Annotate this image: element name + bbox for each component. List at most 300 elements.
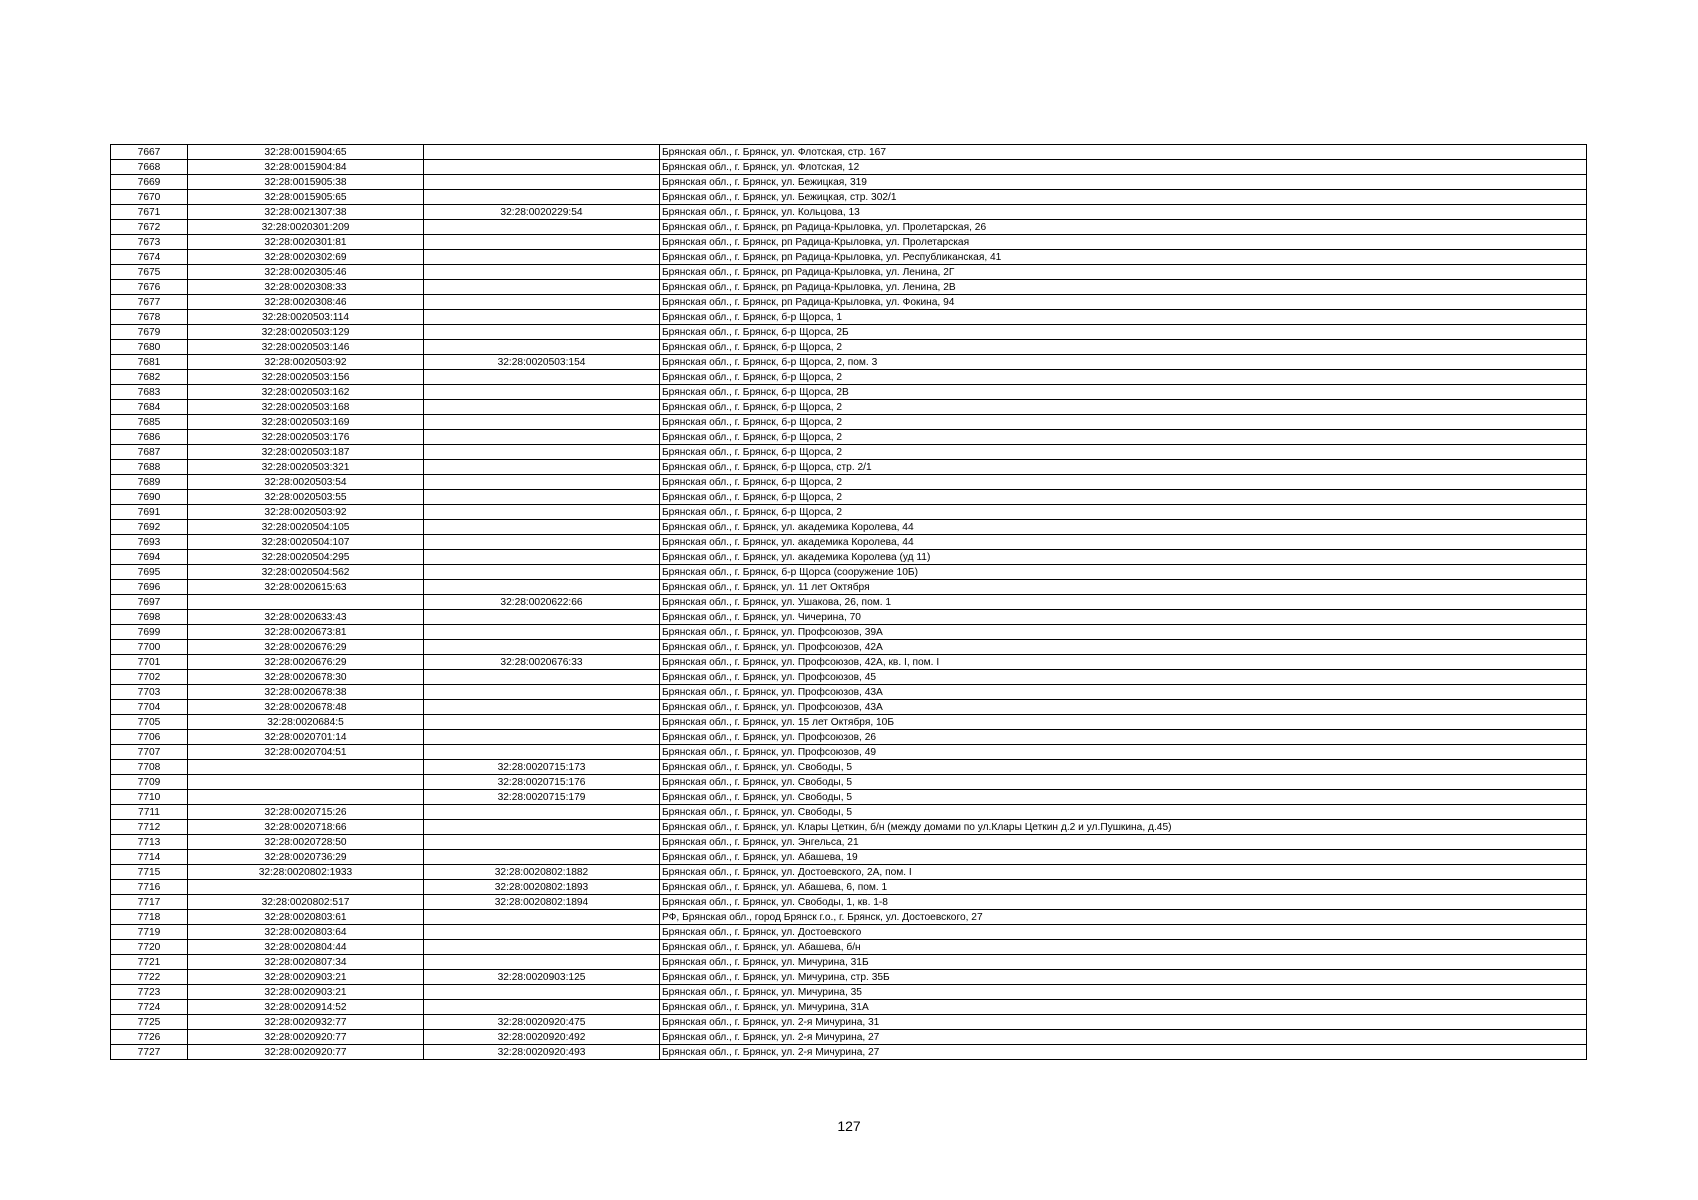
- row-number-cell: 7668: [111, 160, 188, 175]
- address-cell: Брянская обл., г. Брянск, ул. Ушакова, 26, пом. 1: [660, 595, 1587, 610]
- table-row: [111, 445, 1587, 460]
- address-cell: Брянская обл., г. Брянск, ул. Достоевского, 2А, пом. I: [660, 865, 1587, 880]
- related-cadastral-number-cell: [424, 535, 660, 550]
- cadastral-number-cell: 32:28:0020676:29: [188, 640, 424, 655]
- related-cadastral-number-cell: [424, 580, 660, 595]
- table-row: [111, 280, 1587, 295]
- table-row: [111, 700, 1587, 715]
- address-cell: Брянская обл., г. Брянск, ул. Чичерина, 70: [660, 610, 1587, 625]
- table-row: [111, 1015, 1587, 1030]
- cadastral-number-cell: 32:28:0020678:38: [188, 685, 424, 700]
- row-number-cell: 7674: [111, 250, 188, 265]
- related-cadastral-number-cell: [424, 175, 660, 190]
- cadastral-number-cell: 32:28:0020503:54: [188, 475, 424, 490]
- row-number-cell: 7678: [111, 310, 188, 325]
- row-number-cell: 7716: [111, 880, 188, 895]
- table-row: [111, 790, 1587, 805]
- cadastral-number-cell: 32:28:0020701:14: [188, 730, 424, 745]
- row-number-cell: 7724: [111, 1000, 188, 1015]
- row-number-cell: 7712: [111, 820, 188, 835]
- row-number-cell: 7719: [111, 925, 188, 940]
- cadastral-number-cell: 32:28:0020932:77: [188, 1015, 424, 1030]
- address-cell: РФ, Брянская обл., город Брянск г.о., г. Брянск, ул. Достоевского, 27: [660, 910, 1587, 925]
- cadastral-number-cell: 32:28:0020308:33: [188, 280, 424, 295]
- related-cadastral-number-cell: [424, 985, 660, 1000]
- address-cell: Брянская обл., г. Брянск, ул. Профсоюзов, 49: [660, 745, 1587, 760]
- related-cadastral-number-cell: [424, 625, 660, 640]
- table-row: [111, 505, 1587, 520]
- table-row: [111, 235, 1587, 250]
- cadastral-number-cell: [188, 775, 424, 790]
- address-cell: Брянская обл., г. Брянск, ул. академика Королева, 44: [660, 520, 1587, 535]
- cadastral-number-cell: 32:28:0020804:44: [188, 940, 424, 955]
- table-row: [111, 895, 1587, 910]
- row-number-cell: 7714: [111, 850, 188, 865]
- table-row: [111, 925, 1587, 940]
- cadastral-number-cell: [188, 880, 424, 895]
- related-cadastral-number-cell: [424, 1000, 660, 1015]
- related-cadastral-number-cell: 32:28:0020715:179: [424, 790, 660, 805]
- related-cadastral-number-cell: [424, 550, 660, 565]
- related-cadastral-number-cell: [424, 490, 660, 505]
- cadastral-number-cell: 32:28:0020718:66: [188, 820, 424, 835]
- address-cell: Брянская обл., г. Брянск, б-р Щорса, 2, пом. 3: [660, 355, 1587, 370]
- row-number-cell: 7718: [111, 910, 188, 925]
- related-cadastral-number-cell: [424, 295, 660, 310]
- table-row: [111, 625, 1587, 640]
- table-row: [111, 865, 1587, 880]
- cadastral-number-cell: 32:28:0020920:77: [188, 1030, 424, 1045]
- address-cell: Брянская обл., г. Брянск, рп Радица-Крыловка, ул. Пролетарская, 26: [660, 220, 1587, 235]
- cadastral-number-cell: 32:28:0020301:81: [188, 235, 424, 250]
- cadastral-number-cell: 32:28:0020503:162: [188, 385, 424, 400]
- table-row: [111, 520, 1587, 535]
- address-cell: Брянская обл., г. Брянск, ул. Профсоюзов, 26: [660, 730, 1587, 745]
- cadastral-number-cell: 32:28:0020633:43: [188, 610, 424, 625]
- address-cell: Брянская обл., г. Брянск, ул. Флотская, стр. 167: [660, 145, 1587, 160]
- address-cell: Брянская обл., г. Брянск, ул. Абашева, 6, пом. 1: [660, 880, 1587, 895]
- row-number-cell: 7671: [111, 205, 188, 220]
- row-number-cell: 7672: [111, 220, 188, 235]
- related-cadastral-number-cell: 32:28:0020802:1882: [424, 865, 660, 880]
- address-cell: Брянская обл., г. Брянск, ул. 11 лет Октября: [660, 580, 1587, 595]
- related-cadastral-number-cell: [424, 670, 660, 685]
- table-row: [111, 805, 1587, 820]
- cadastral-number-cell: 32:28:0020920:77: [188, 1045, 424, 1060]
- related-cadastral-number-cell: [424, 835, 660, 850]
- table-row: [111, 730, 1587, 745]
- table-row: [111, 940, 1587, 955]
- address-cell: Брянская обл., г. Брянск, рп Радица-Крыловка, ул. Фокина, 94: [660, 295, 1587, 310]
- row-number-cell: 7707: [111, 745, 188, 760]
- related-cadastral-number-cell: 32:28:0020920:492: [424, 1030, 660, 1045]
- cadastral-number-cell: 32:28:0020736:29: [188, 850, 424, 865]
- address-cell: Брянская обл., г. Брянск, б-р Щорса (сооружение 10Б): [660, 565, 1587, 580]
- cadastral-number-cell: 32:28:0020615:63: [188, 580, 424, 595]
- cadastral-number-cell: 32:28:0020302:69: [188, 250, 424, 265]
- related-cadastral-number-cell: 32:28:0020715:173: [424, 760, 660, 775]
- table-row: [111, 955, 1587, 970]
- address-cell: Брянская обл., г. Брянск, ул. академика Королева (уд 11): [660, 550, 1587, 565]
- cadastral-number-cell: 32:28:0020807:34: [188, 955, 424, 970]
- row-number-cell: 7667: [111, 145, 188, 160]
- related-cadastral-number-cell: [424, 415, 660, 430]
- related-cadastral-number-cell: [424, 145, 660, 160]
- address-cell: Брянская обл., г. Брянск, б-р Щорса, 2: [660, 445, 1587, 460]
- cadastral-number-cell: [188, 790, 424, 805]
- row-number-cell: 7715: [111, 865, 188, 880]
- row-number-cell: 7726: [111, 1030, 188, 1045]
- row-number-cell: 7680: [111, 340, 188, 355]
- row-number-cell: 7682: [111, 370, 188, 385]
- row-number-cell: 7706: [111, 730, 188, 745]
- address-cell: Брянская обл., г. Брянск, ул. Мичурина, стр. 35Б: [660, 970, 1587, 985]
- cadastral-number-cell: 32:28:0020504:107: [188, 535, 424, 550]
- table-row: [111, 850, 1587, 865]
- related-cadastral-number-cell: [424, 310, 660, 325]
- related-cadastral-number-cell: [424, 400, 660, 415]
- table-row: [111, 820, 1587, 835]
- table-row: [111, 970, 1587, 985]
- table-row: [111, 175, 1587, 190]
- row-number-cell: 7723: [111, 985, 188, 1000]
- cadastral-number-cell: 32:28:0020503:92: [188, 505, 424, 520]
- cadastral-number-cell: 32:28:0020308:46: [188, 295, 424, 310]
- table-row: [111, 310, 1587, 325]
- cadastral-number-cell: 32:28:0020503:55: [188, 490, 424, 505]
- address-cell: Брянская обл., г. Брянск, б-р Щорса, 2В: [660, 385, 1587, 400]
- table-row: [111, 400, 1587, 415]
- address-cell: Брянская обл., г. Брянск, ул. 2-я Мичурина, 31: [660, 1015, 1587, 1030]
- related-cadastral-number-cell: [424, 385, 660, 400]
- address-cell: Брянская обл., г. Брянск, ул. Мичурина, 31Б: [660, 955, 1587, 970]
- property-registry-table: [110, 144, 1587, 1060]
- row-number-cell: 7698: [111, 610, 188, 625]
- related-cadastral-number-cell: 32:28:0020903:125: [424, 970, 660, 985]
- row-number-cell: 7721: [111, 955, 188, 970]
- row-number-cell: 7690: [111, 490, 188, 505]
- related-cadastral-number-cell: [424, 505, 660, 520]
- related-cadastral-number-cell: 32:28:0020676:33: [424, 655, 660, 670]
- cadastral-number-cell: 32:28:0020503:92: [188, 355, 424, 370]
- address-cell: Брянская обл., г. Брянск, ул. Достоевского: [660, 925, 1587, 940]
- row-number-cell: 7711: [111, 805, 188, 820]
- table-row: [111, 160, 1587, 175]
- address-cell: Брянская обл., г. Брянск, рп Радица-Крыловка, ул. Ленина, 2В: [660, 280, 1587, 295]
- address-cell: Брянская обл., г. Брянск, ул. Профсоюзов, 43А: [660, 685, 1587, 700]
- address-cell: Брянская обл., г. Брянск, ул. 15 лет Октября, 10Б: [660, 715, 1587, 730]
- row-number-cell: 7681: [111, 355, 188, 370]
- row-number-cell: 7709: [111, 775, 188, 790]
- table-row: [111, 745, 1587, 760]
- row-number-cell: 7725: [111, 1015, 188, 1030]
- related-cadastral-number-cell: [424, 565, 660, 580]
- row-number-cell: 7675: [111, 265, 188, 280]
- address-cell: Брянская обл., г. Брянск, рп Радица-Крыловка, ул. Пролетарская: [660, 235, 1587, 250]
- related-cadastral-number-cell: [424, 445, 660, 460]
- table-row: [111, 340, 1587, 355]
- cadastral-number-cell: [188, 760, 424, 775]
- address-cell: Брянская обл., г. Брянск, ул. Профсоюзов, 39А: [660, 625, 1587, 640]
- related-cadastral-number-cell: [424, 520, 660, 535]
- cadastral-number-cell: 32:28:0020301:209: [188, 220, 424, 235]
- table-row: [111, 1045, 1587, 1060]
- cadastral-number-cell: 32:28:0020504:562: [188, 565, 424, 580]
- cadastral-number-cell: 32:28:0020503:146: [188, 340, 424, 355]
- row-number-cell: 7695: [111, 565, 188, 580]
- cadastral-number-cell: 32:28:0020803:64: [188, 925, 424, 940]
- related-cadastral-number-cell: [424, 430, 660, 445]
- address-cell: Брянская обл., г. Брянск, ул. Профсоюзов, 42А: [660, 640, 1587, 655]
- related-cadastral-number-cell: [424, 745, 660, 760]
- related-cadastral-number-cell: [424, 700, 660, 715]
- cadastral-number-cell: 32:28:0020503:168: [188, 400, 424, 415]
- address-cell: Брянская обл., г. Брянск, б-р Щорса, 2: [660, 430, 1587, 445]
- row-number-cell: 7727: [111, 1045, 188, 1060]
- row-number-cell: 7710: [111, 790, 188, 805]
- table-row: [111, 205, 1587, 220]
- cadastral-number-cell: 32:28:0020504:295: [188, 550, 424, 565]
- cadastral-number-cell: 32:28:0020678:30: [188, 670, 424, 685]
- row-number-cell: 7696: [111, 580, 188, 595]
- related-cadastral-number-cell: [424, 220, 660, 235]
- row-number-cell: 7679: [111, 325, 188, 340]
- cadastral-number-cell: 32:28:0020503:169: [188, 415, 424, 430]
- address-cell: Брянская обл., г. Брянск, ул. Кольцова, 13: [660, 205, 1587, 220]
- row-number-cell: 7669: [111, 175, 188, 190]
- table-row: [111, 355, 1587, 370]
- address-cell: Брянская обл., г. Брянск, ул. Свободы, 5: [660, 760, 1587, 775]
- related-cadastral-number-cell: [424, 160, 660, 175]
- row-number-cell: 7694: [111, 550, 188, 565]
- row-number-cell: 7703: [111, 685, 188, 700]
- row-number-cell: 7686: [111, 430, 188, 445]
- related-cadastral-number-cell: [424, 955, 660, 970]
- row-number-cell: 7687: [111, 445, 188, 460]
- row-number-cell: 7692: [111, 520, 188, 535]
- table-row: [111, 775, 1587, 790]
- related-cadastral-number-cell: 32:28:0020802:1894: [424, 895, 660, 910]
- table-row: [111, 535, 1587, 550]
- row-number-cell: 7699: [111, 625, 188, 640]
- table-row: [111, 550, 1587, 565]
- cadastral-number-cell: 32:28:0020728:50: [188, 835, 424, 850]
- related-cadastral-number-cell: [424, 715, 660, 730]
- cadastral-number-cell: 32:28:0015905:38: [188, 175, 424, 190]
- related-cadastral-number-cell: 32:28:0020920:493: [424, 1045, 660, 1060]
- address-cell: Брянская обл., г. Брянск, ул. Свободы, 5: [660, 790, 1587, 805]
- cadastral-number-cell: 32:28:0020914:52: [188, 1000, 424, 1015]
- related-cadastral-number-cell: [424, 820, 660, 835]
- address-cell: Брянская обл., г. Брянск, б-р Щорса, 2: [660, 400, 1587, 415]
- related-cadastral-number-cell: [424, 370, 660, 385]
- row-number-cell: 7689: [111, 475, 188, 490]
- address-cell: Брянская обл., г. Брянск, рп Радица-Крыловка, ул. Республиканская, 41: [660, 250, 1587, 265]
- address-cell: Брянская обл., г. Брянск, ул. Флотская, 12: [660, 160, 1587, 175]
- table-row: [111, 760, 1587, 775]
- row-number-cell: 7691: [111, 505, 188, 520]
- cadastral-number-cell: 32:28:0020715:26: [188, 805, 424, 820]
- table-row: [111, 595, 1587, 610]
- related-cadastral-number-cell: [424, 685, 660, 700]
- table-row: [111, 1000, 1587, 1015]
- related-cadastral-number-cell: 32:28:0020622:66: [424, 595, 660, 610]
- address-cell: Брянская обл., г. Брянск, б-р Щорса, 2: [660, 370, 1587, 385]
- table-row: [111, 460, 1587, 475]
- cadastral-number-cell: 32:28:0020676:29: [188, 655, 424, 670]
- table-row: [111, 910, 1587, 925]
- row-number-cell: 7720: [111, 940, 188, 955]
- related-cadastral-number-cell: [424, 265, 660, 280]
- related-cadastral-number-cell: 32:28:0020920:475: [424, 1015, 660, 1030]
- row-number-cell: 7700: [111, 640, 188, 655]
- row-number-cell: 7704: [111, 700, 188, 715]
- address-cell: Брянская обл., г. Брянск, ул. Энгельса, 21: [660, 835, 1587, 850]
- table-row: [111, 190, 1587, 205]
- related-cadastral-number-cell: [424, 250, 660, 265]
- address-cell: Брянская обл., г. Брянск, ул. Профсоюзов, 43А: [660, 700, 1587, 715]
- row-number-cell: 7708: [111, 760, 188, 775]
- related-cadastral-number-cell: 32:28:0020802:1893: [424, 880, 660, 895]
- address-cell: Брянская обл., г. Брянск, ул. Профсоюзов, 45: [660, 670, 1587, 685]
- table-row: [111, 715, 1587, 730]
- related-cadastral-number-cell: [424, 190, 660, 205]
- address-cell: Брянская обл., г. Брянск, б-р Щорса, стр. 2/1: [660, 460, 1587, 475]
- related-cadastral-number-cell: [424, 640, 660, 655]
- table-row: [111, 655, 1587, 670]
- row-number-cell: 7713: [111, 835, 188, 850]
- cadastral-number-cell: 32:28:0020903:21: [188, 970, 424, 985]
- row-number-cell: 7701: [111, 655, 188, 670]
- address-cell: Брянская обл., г. Брянск, ул. Мичурина, 35: [660, 985, 1587, 1000]
- table-row: [111, 250, 1587, 265]
- table-row: [111, 835, 1587, 850]
- row-number-cell: 7722: [111, 970, 188, 985]
- page-number: 127: [837, 1118, 861, 1134]
- cadastral-number-cell: 32:28:0020803:61: [188, 910, 424, 925]
- cadastral-number-cell: 32:28:0020802:1933: [188, 865, 424, 880]
- cadastral-number-cell: 32:28:0020678:48: [188, 700, 424, 715]
- cadastral-number-cell: 32:28:0020673:81: [188, 625, 424, 640]
- related-cadastral-number-cell: [424, 610, 660, 625]
- related-cadastral-number-cell: [424, 730, 660, 745]
- cadastral-number-cell: 32:28:0020503:321: [188, 460, 424, 475]
- row-number-cell: 7688: [111, 460, 188, 475]
- row-number-cell: 7705: [111, 715, 188, 730]
- related-cadastral-number-cell: 32:28:0020715:176: [424, 775, 660, 790]
- table-row: [111, 415, 1587, 430]
- table-row: [111, 610, 1587, 625]
- address-cell: Брянская обл., г. Брянск, ул. Мичурина, 31А: [660, 1000, 1587, 1015]
- table-row: [111, 580, 1587, 595]
- table-row: [111, 985, 1587, 1000]
- cadastral-number-cell: 32:28:0020503:156: [188, 370, 424, 385]
- address-cell: Брянская обл., г. Брянск, б-р Щорса, 1: [660, 310, 1587, 325]
- related-cadastral-number-cell: [424, 340, 660, 355]
- table-row: [111, 880, 1587, 895]
- address-cell: Брянская обл., г. Брянск, ул. академика Королева, 44: [660, 535, 1587, 550]
- cadastral-number-cell: 32:28:0020504:105: [188, 520, 424, 535]
- row-number-cell: 7717: [111, 895, 188, 910]
- row-number-cell: 7702: [111, 670, 188, 685]
- related-cadastral-number-cell: [424, 850, 660, 865]
- table-row: [111, 370, 1587, 385]
- related-cadastral-number-cell: [424, 235, 660, 250]
- row-number-cell: 7693: [111, 535, 188, 550]
- related-cadastral-number-cell: 32:28:0020229:54: [424, 205, 660, 220]
- cadastral-number-cell: 32:28:0015904:84: [188, 160, 424, 175]
- row-number-cell: 7683: [111, 385, 188, 400]
- cadastral-number-cell: 32:28:0020903:21: [188, 985, 424, 1000]
- cadastral-number-cell: 32:28:0020305:46: [188, 265, 424, 280]
- address-cell: Брянская обл., г. Брянск, ул. Профсоюзов, 42А, кв. I, пом. I: [660, 655, 1587, 670]
- cadastral-number-cell: 32:28:0020802:517: [188, 895, 424, 910]
- address-cell: Брянская обл., г. Брянск, б-р Щорса, 2: [660, 505, 1587, 520]
- related-cadastral-number-cell: [424, 325, 660, 340]
- address-cell: Брянская обл., г. Брянск, ул. Свободы, 1, кв. 1-8: [660, 895, 1587, 910]
- cadastral-number-cell: 32:28:0020704:51: [188, 745, 424, 760]
- registry-table-body: [111, 145, 1587, 1060]
- related-cadastral-number-cell: 32:28:0020503:154: [424, 355, 660, 370]
- related-cadastral-number-cell: [424, 940, 660, 955]
- cadastral-number-cell: [188, 595, 424, 610]
- table-row: [111, 145, 1587, 160]
- related-cadastral-number-cell: [424, 475, 660, 490]
- row-number-cell: 7685: [111, 415, 188, 430]
- cadastral-number-cell: 32:28:0015905:65: [188, 190, 424, 205]
- address-cell: Брянская обл., г. Брянск, ул. Абашева, б/н: [660, 940, 1587, 955]
- address-cell: Брянская обл., г. Брянск, б-р Щорса, 2: [660, 415, 1587, 430]
- table-row: [111, 325, 1587, 340]
- related-cadastral-number-cell: [424, 910, 660, 925]
- table-row: [111, 685, 1587, 700]
- address-cell: Брянская обл., г. Брянск, б-р Щорса, 2: [660, 490, 1587, 505]
- table-row: [111, 385, 1587, 400]
- table-row: [111, 670, 1587, 685]
- related-cadastral-number-cell: [424, 280, 660, 295]
- cadastral-number-cell: 32:28:0020503:129: [188, 325, 424, 340]
- table-row: [111, 1030, 1587, 1045]
- related-cadastral-number-cell: [424, 460, 660, 475]
- address-cell: Брянская обл., г. Брянск, рп Радица-Крыловка, ул. Ленина, 2Г: [660, 265, 1587, 280]
- address-cell: Брянская обл., г. Брянск, ул. Бежицкая, стр. 302/1: [660, 190, 1587, 205]
- table-row: [111, 640, 1587, 655]
- table-row: [111, 295, 1587, 310]
- cadastral-number-cell: 32:28:0015904:65: [188, 145, 424, 160]
- cadastral-number-cell: 32:28:0020503:187: [188, 445, 424, 460]
- table-row: [111, 220, 1587, 235]
- related-cadastral-number-cell: [424, 925, 660, 940]
- address-cell: Брянская обл., г. Брянск, ул. Абашева, 19: [660, 850, 1587, 865]
- cadastral-number-cell: 32:28:0020684:5: [188, 715, 424, 730]
- row-number-cell: 7677: [111, 295, 188, 310]
- related-cadastral-number-cell: [424, 805, 660, 820]
- address-cell: Брянская обл., г. Брянск, ул. Свободы, 5: [660, 805, 1587, 820]
- address-cell: Брянская обл., г. Брянск, ул. Свободы, 5: [660, 775, 1587, 790]
- address-cell: Брянская обл., г. Брянск, б-р Щорса, 2Б: [660, 325, 1587, 340]
- address-cell: Брянская обл., г. Брянск, ул. Бежицкая, 319: [660, 175, 1587, 190]
- row-number-cell: 7697: [111, 595, 188, 610]
- row-number-cell: 7684: [111, 400, 188, 415]
- row-number-cell: 7670: [111, 190, 188, 205]
- address-cell: Брянская обл., г. Брянск, ул. Клары Цеткин, б/н (между домами по ул.Клары Цеткин д.2 и ул.Пушкина, д.45): [660, 820, 1587, 835]
- table-row: [111, 490, 1587, 505]
- table-row: [111, 265, 1587, 280]
- address-cell: Брянская обл., г. Брянск, б-р Щорса, 2: [660, 340, 1587, 355]
- row-number-cell: 7676: [111, 280, 188, 295]
- address-cell: Брянская обл., г. Брянск, б-р Щорса, 2: [660, 475, 1587, 490]
- cadastral-number-cell: 32:28:0021307:38: [188, 205, 424, 220]
